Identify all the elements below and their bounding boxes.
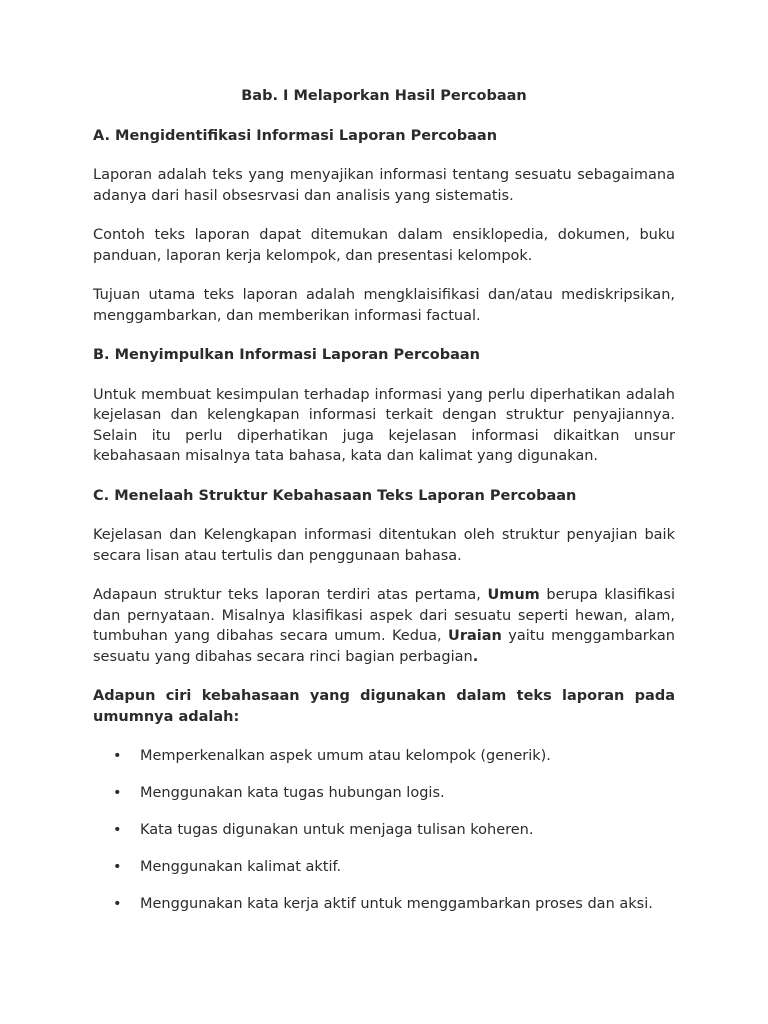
section-a-paragraph-1: Laporan adalah teks yang menyajikan informasi tentang sesuatu sebagaimana adanya dari hasil obsesrvasi dan analisis yang sistematis. bbox=[93, 167, 675, 204]
list-item bbox=[93, 894, 675, 915]
structure-end-period: . bbox=[472, 648, 479, 665]
list-item bbox=[93, 820, 675, 841]
list-item-text: Menggunakan kalimat aktif. bbox=[140, 859, 342, 875]
structure-term-umum: Umum bbox=[487, 587, 540, 603]
structure-text-2: berupa klasifikasi dan pernyataan. Misalnya klasifikasi aspek dari sesuatu seperti hewan, alam, tumbuhan yang dibahas secara umum. Kedua, bbox=[93, 587, 675, 644]
document-page bbox=[93, 86, 675, 931]
list-item-text: Menggunakan kata kerja aktif untuk menggambarkan proses dan aksi. bbox=[140, 896, 653, 912]
list-item bbox=[93, 783, 675, 804]
list-item-text: Kata tugas digunakan untuk menjaga tulisan koheren. bbox=[140, 822, 534, 838]
bullet-icon: • bbox=[113, 859, 122, 875]
section-c-heading: C. Menelaah Struktur Kebahasaan Teks Laporan Percobaan bbox=[93, 487, 577, 504]
list-item bbox=[93, 857, 675, 878]
section-a-heading: A. Mengidentifikasi Informasi Laporan Percobaan bbox=[93, 127, 498, 144]
structure-text-1: Adapaun struktur teks laporan terdiri atas pertama, bbox=[93, 587, 488, 603]
structure-term-uraian: Uraian bbox=[448, 628, 502, 644]
section-b-paragraph-1: Untuk membuat kesimpulan terhadap informasi yang perlu diperhatikan adalah kejelasan dan kelengkapan informasi terkait dengan struktur penyajiannya. Selain itu perlu diperhatikan juga kejelasan informasi dikaitkan unsur kebahasaan misalnya tata bahasa, kata dan kalimat yang digunakan. bbox=[93, 386, 675, 464]
document-title: Bab. I Melaporkan Hasil Percobaan bbox=[241, 88, 527, 104]
features-heading: Adapun ciri kebahasaan yang digunakan dalam teks laporan pada umumnya adalah: bbox=[93, 688, 675, 725]
list-item-text: Memperkenalkan aspek umum atau kelompok (generik). bbox=[140, 748, 551, 764]
structure-text-3: yaitu menggambarkan sesuatu yang dibahas secara rinci bagian perbagian bbox=[93, 628, 675, 665]
section-a-paragraph-2: Contoh teks laporan dapat ditemukan dalam ensiklopedia, dokumen, buku panduan, laporan kerja kelompok, dan presentasi kelompok. bbox=[93, 227, 675, 264]
section-c-paragraph-1: Kejelasan dan Kelengkapan informasi ditentukan oleh struktur penyajian baik secara lisan atau tertulis dan penggunaan bahasa. bbox=[93, 527, 675, 564]
list-item bbox=[93, 746, 675, 767]
section-a-paragraph-3: Tujuan utama teks laporan adalah mengklaisifikasi dan/atau mediskripsikan, menggambarkan, dan memberikan informasi factual. bbox=[93, 287, 675, 324]
features-list bbox=[93, 746, 675, 915]
bullet-icon: • bbox=[113, 748, 122, 764]
bullet-icon: • bbox=[113, 785, 122, 801]
section-b-heading: B. Menyimpulkan Informasi Laporan Percobaan bbox=[93, 347, 480, 363]
list-item-text: Menggunakan kata tugas hubungan logis. bbox=[140, 785, 445, 801]
bullet-icon: • bbox=[113, 822, 122, 838]
section-c-paragraph-2 bbox=[93, 585, 675, 667]
bullet-icon: • bbox=[113, 896, 122, 912]
